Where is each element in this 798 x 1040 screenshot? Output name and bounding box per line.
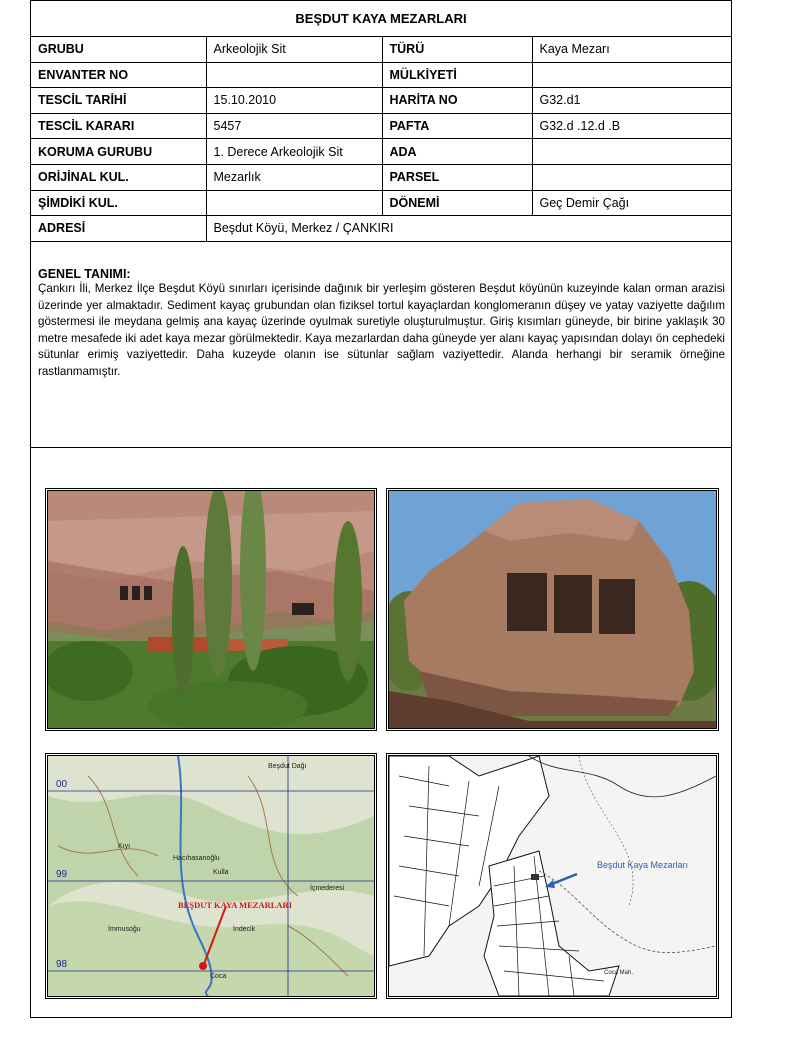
field-label: GRUBU [31, 37, 206, 63]
place-label: İndecik [233, 926, 256, 933]
table-row [31, 190, 732, 216]
field-value: Geç Demir Çağı [532, 190, 732, 216]
table-row [31, 164, 732, 190]
grid-label: 98 [56, 959, 68, 970]
field-label: HARİTA NO [382, 88, 532, 114]
topographic-map [45, 753, 377, 999]
field-value [532, 164, 732, 190]
grid-label: 00 [56, 779, 68, 790]
place-label: Beşdut Dağı [268, 763, 307, 770]
field-label: KORUMA GURUBU [31, 139, 206, 165]
field-label: TESCİL TARİHİ [31, 88, 206, 114]
table-row [31, 139, 732, 165]
field-label: ŞİMDİKİ KUL. [31, 190, 206, 216]
field-label: PAFTA [382, 113, 532, 139]
description-text: Çankırı İli, Merkez İlçe Beşdut Köyü sınırları içerisinde dağınık bir yerleşim gösteren Beşdut köyünün kuzeyinde kalan orman arazisi üzerinde yer almaktadır. Sediment kayaç grubundan olan fiziksel tortul kayaçlardan konglomeranın düşey ve yatay vaziyette dağılım göstermesi ile meydana gelmiş ana kayaç üzerinde oyulmak suretiyle oluşturulmuştur. Giriş kısımları güneyde, bir birine yaklaşık 30 metre mesafede iki adet kaya mezar görülmektedir. Kaya mezarlardan daha güneyde yer alanı kayaç yapısından dolayı ön cephedeki sütunlar erimiş vaziyettedir. Daha kuzeyde olanın ise sütunlar sağlam vaziyettedir. Alanda herhangi bir seramik örneğine rastlanmamıştır. [38, 282, 725, 378]
field-value: 5457 [206, 113, 382, 139]
address-row [31, 216, 732, 242]
table-row [31, 88, 732, 114]
info-table [31, 36, 732, 242]
place-label: Coca [210, 973, 227, 980]
address-value: Beşdut Köyü, Merkez / ÇANKIRI [206, 216, 732, 242]
table-row [31, 37, 732, 63]
field-label: MÜLKİYETİ [382, 62, 532, 88]
field-value [532, 62, 732, 88]
table-row [31, 62, 732, 88]
cadastral-place: Coca Mah. [604, 970, 634, 976]
field-value: Kaya Mezarı [532, 37, 732, 63]
field-label: DÖNEMİ [382, 190, 532, 216]
grid-label: 99 [56, 869, 68, 880]
field-label: ADA [382, 139, 532, 165]
field-value: 15.10.2010 [206, 88, 382, 114]
description-heading: GENEL TANIMI: [38, 267, 131, 281]
place-label: İmmusoğu [108, 926, 141, 933]
place-label: Kıyı [118, 843, 131, 850]
field-value: G32.d .12.d .B [532, 113, 732, 139]
rock-tomb-photo [386, 488, 719, 731]
cadastral-annotation: Beşdut Kaya Mezarları [597, 860, 689, 870]
field-label: TESCİL KARARI [31, 113, 206, 139]
field-value: G32.d1 [532, 88, 732, 114]
field-value [206, 62, 382, 88]
field-value [206, 190, 382, 216]
address-label: ADRESİ [31, 216, 206, 242]
general-description [31, 249, 732, 448]
field-label: ENVANTER NO [31, 62, 206, 88]
cadastral-map [386, 753, 719, 999]
place-label: Kulla [213, 869, 229, 876]
field-label: PARSEL [382, 164, 532, 190]
field-value [532, 139, 732, 165]
place-label: Hacıhasanoğlu [173, 855, 220, 862]
site-highlight-label: BEŞDUT KAYA MEZARLARI [178, 900, 292, 910]
field-value: Arkeolojik Sit [206, 37, 382, 63]
valley-photo [45, 488, 377, 731]
field-label: TÜRÜ [382, 37, 532, 63]
field-value: Mezarlık [206, 164, 382, 190]
table-row [31, 113, 732, 139]
field-label: ORİJİNAL KUL. [31, 164, 206, 190]
sheet-title: BEŞDUT KAYA MEZARLARI [31, 1, 731, 37]
field-value: 1. Derece Arkeolojik Sit [206, 139, 382, 165]
place-label: İçmederesi [310, 885, 345, 892]
